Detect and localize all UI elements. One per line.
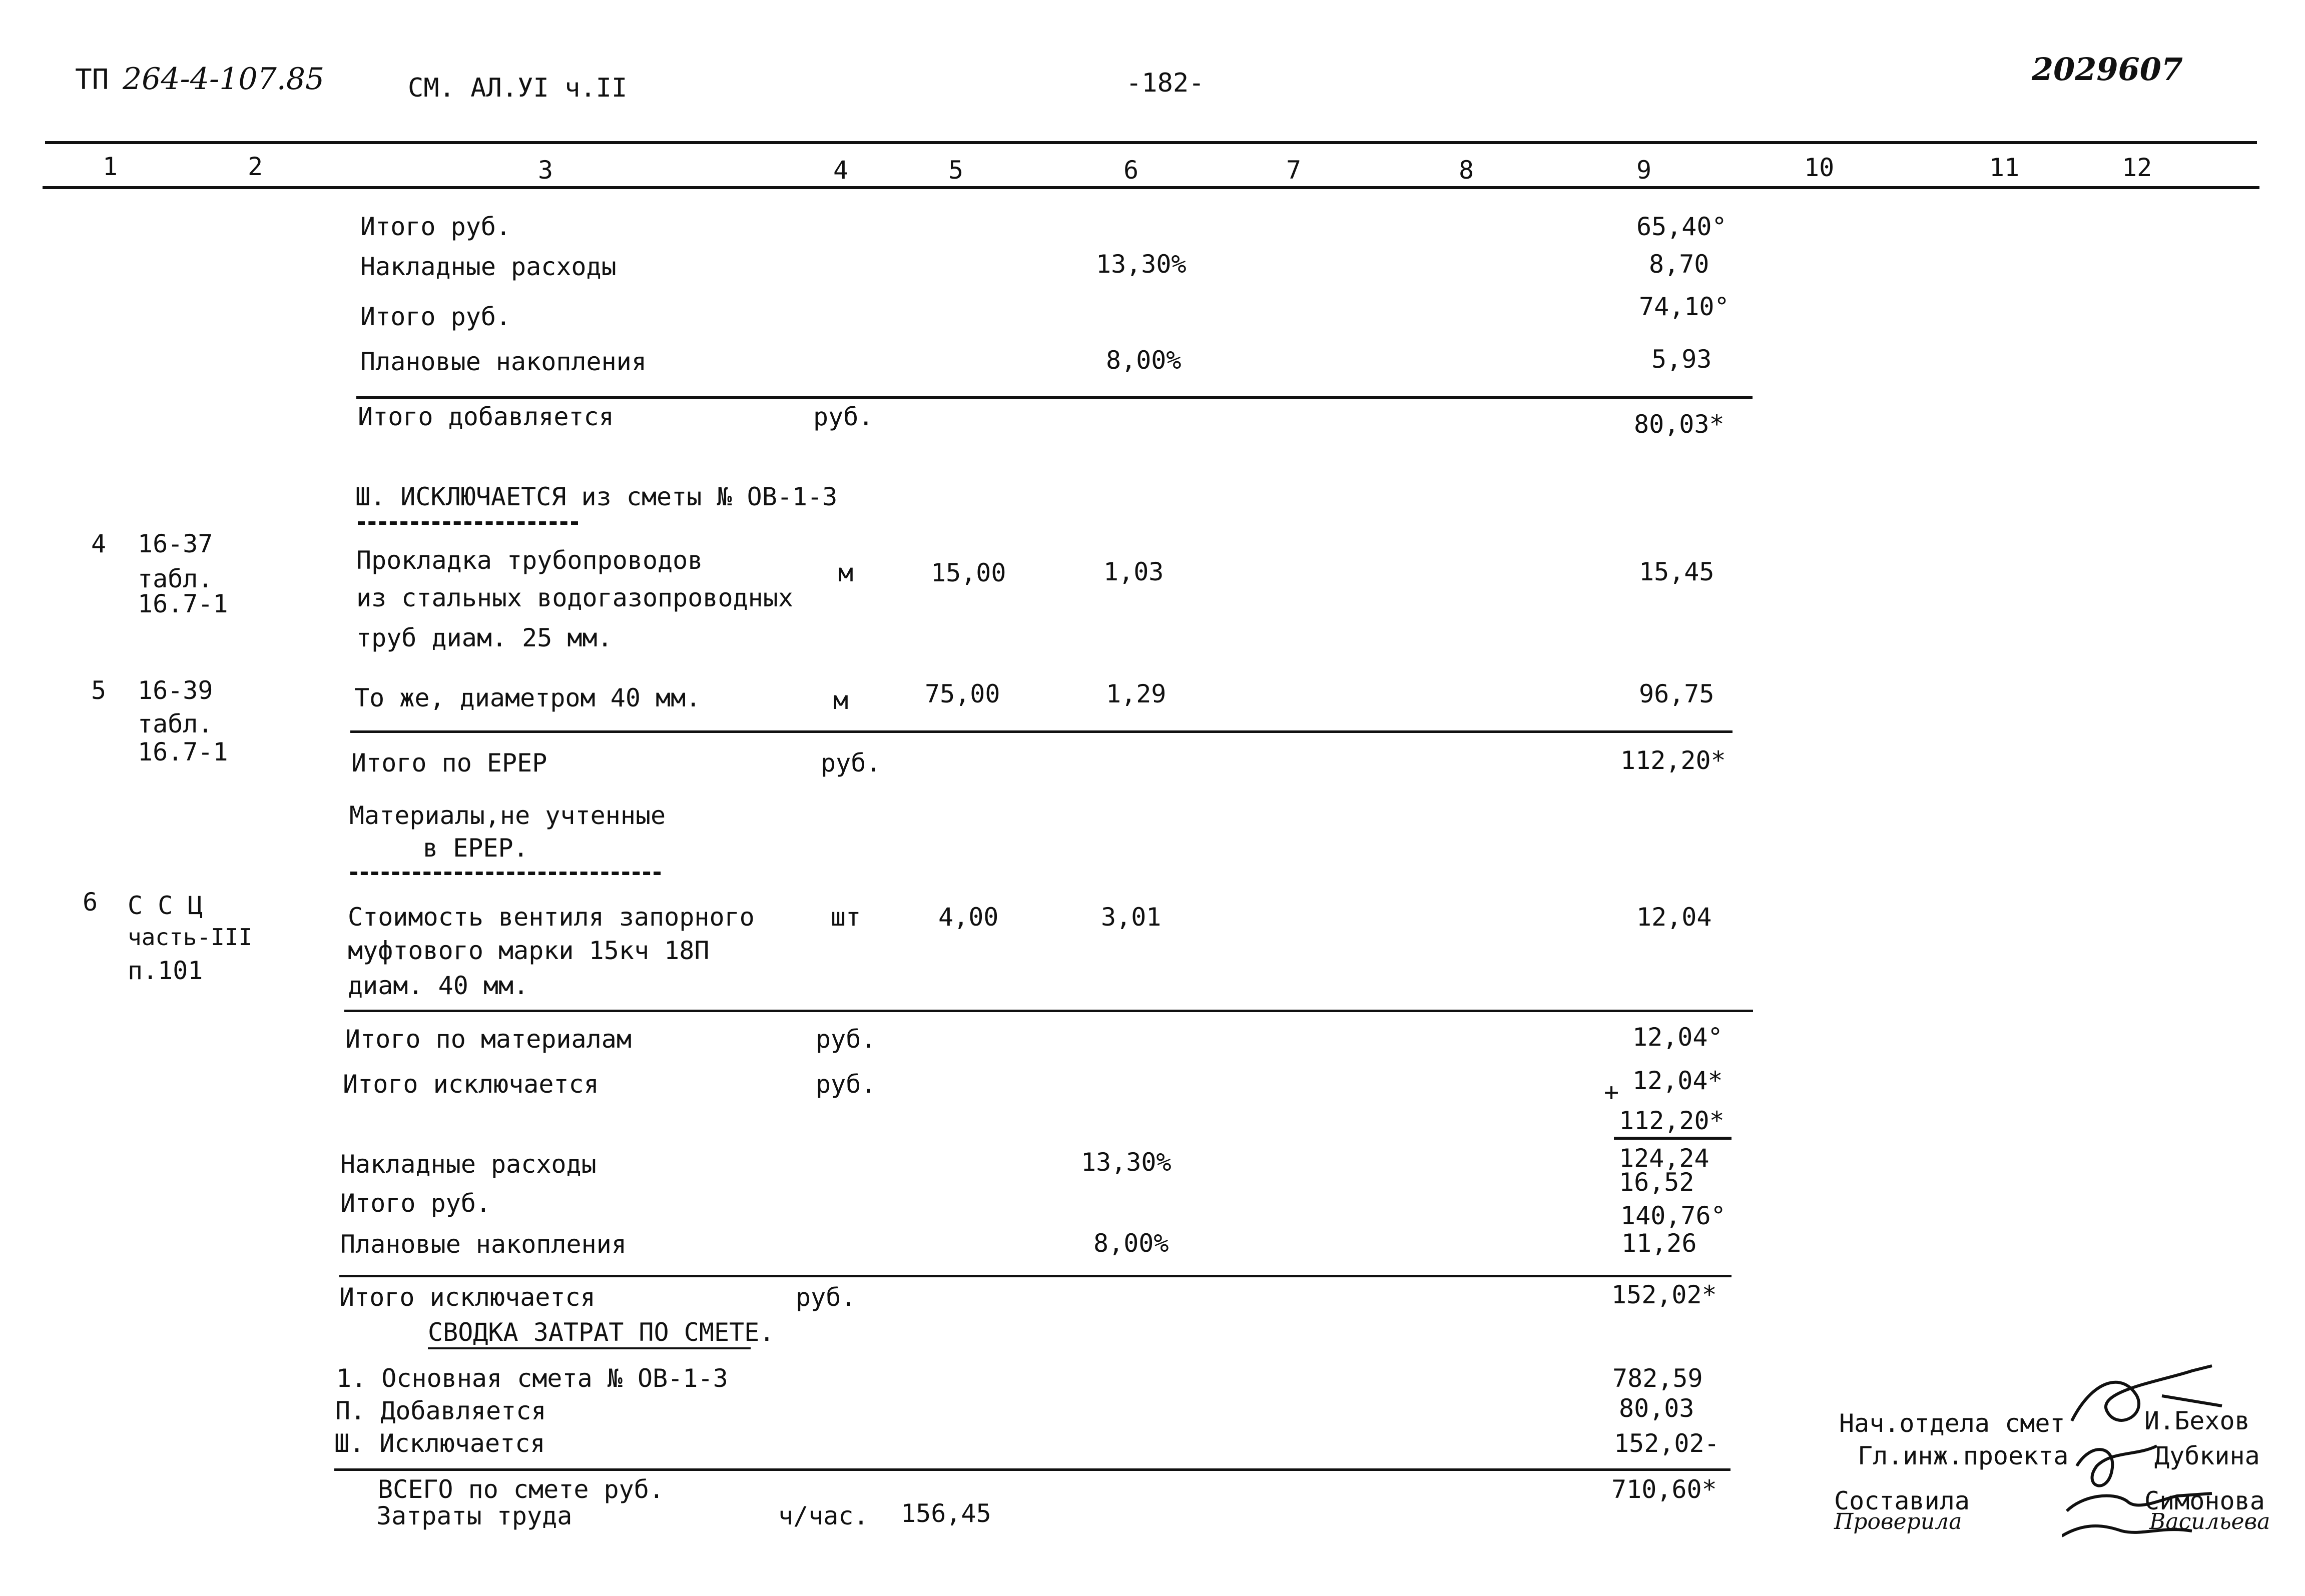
total-excluded-unit: руб.	[796, 1283, 856, 1312]
labor-value: 156,45	[901, 1499, 991, 1528]
item6-total: 12,04	[1636, 903, 1712, 932]
col-header-3: 3	[538, 156, 553, 185]
item4-code-3: 16.7-1	[138, 589, 228, 618]
col-header-6: 6	[1123, 156, 1139, 185]
compiled-label: Составила	[1834, 1486, 1970, 1515]
item6-code-3: п.101	[128, 956, 203, 985]
planned-value: 11,26	[1621, 1229, 1697, 1258]
item5-total: 96,75	[1639, 679, 1714, 708]
materials-total-rule	[344, 1010, 1753, 1012]
summary-row-1-value: 782,59	[1612, 1364, 1703, 1393]
item5-price: 1,29	[1106, 679, 1167, 708]
b1-planned-pct: 8,00%	[1106, 346, 1182, 375]
total-excluded-label: Итого исключается	[339, 1283, 596, 1312]
item6-no: 6	[83, 888, 98, 917]
item6-name-3: диам. 40 мм.	[348, 971, 529, 1000]
col-header-8: 8	[1459, 156, 1474, 185]
item4-no: 4	[91, 529, 107, 558]
item5-code-2: табл.	[138, 709, 213, 738]
item4-name-1: Прокладка трубопроводов	[356, 546, 703, 575]
grand-total-value: 710,60*	[1611, 1475, 1717, 1504]
materials-total-label: Итого по материалам	[345, 1025, 632, 1054]
b1-overhead-value: 8,70	[1649, 250, 1709, 279]
eerp-total-label: Итого по ЕРЕР	[351, 748, 547, 777]
sum-rule	[1614, 1137, 1732, 1140]
excluded-value: 12,04*	[1632, 1066, 1723, 1095]
chief-name: Дубкина	[2154, 1441, 2260, 1470]
item4-code-2: табл.	[138, 564, 213, 593]
archive-number: 2029607	[2032, 51, 2183, 88]
overhead-label: Накладные расходы	[340, 1150, 597, 1179]
planned-label: Плановые накопления	[340, 1230, 627, 1259]
eerp-total-value: 112,20*	[1620, 746, 1726, 775]
overhead-pct: 13,30%	[1081, 1148, 1172, 1177]
signatures-scribble	[2062, 1351, 2242, 1541]
checked-label: Проверила	[1834, 1509, 1962, 1534]
subtotal-value: 140,76°	[1620, 1201, 1726, 1230]
subtotal-label: Итого руб.	[340, 1189, 491, 1218]
plus-value: 112,20*	[1619, 1106, 1724, 1135]
item5-code-3: 16.7-1	[138, 737, 228, 766]
b1-planned-value: 5,93	[1651, 345, 1712, 374]
b1-added-value: 80,03*	[1634, 410, 1724, 439]
item6-code-1: С С Ц	[128, 891, 203, 920]
materials-total-unit: руб.	[816, 1025, 876, 1054]
b1-added-unit: руб.	[813, 402, 874, 431]
item5-code-1: 16-39	[138, 676, 213, 705]
summary-title: СВОДКА ЗАТРАТ ПО СМЕТЕ.	[428, 1318, 775, 1347]
page-number: -182-	[1126, 68, 1205, 98]
col-header-11: 11	[1989, 153, 2020, 182]
b1-planned-label: Плановые накопления	[360, 347, 647, 376]
item4-qty: 15,00	[931, 558, 1006, 587]
item4-name-2: из стальных водогазопроводных	[356, 583, 793, 612]
col-header-12: 12	[2122, 153, 2152, 182]
overhead-value: 16,52	[1619, 1168, 1694, 1197]
col-header-10: 10	[1804, 153, 1835, 182]
album-ref: СМ. АЛ.УI ч.II	[408, 73, 628, 103]
item4-code-1: 16-37	[138, 529, 213, 558]
col-header-4: 4	[833, 156, 849, 185]
section3-title: Ш. ИСКЛЮЧАЕТСЯ из сметы № ОВ-1-3	[355, 482, 838, 511]
doc-prefix: ТП	[75, 64, 109, 96]
b1-total-rule	[356, 396, 1753, 399]
sum-value: 124,24	[1619, 1144, 1709, 1173]
item5-no: 5	[91, 676, 107, 705]
col-header-7: 7	[1286, 156, 1302, 185]
head-label: Нач.отдела смет	[1839, 1409, 2065, 1438]
materials-title-1: Материалы,не учтенные	[349, 801, 666, 830]
head-name: И.Бехов	[2144, 1406, 2250, 1435]
b1-subtotal2-value: 74,10°	[1639, 292, 1730, 321]
materials-title-2: в ЕРЕР.	[423, 834, 528, 863]
planned-pct: 8,00%	[1093, 1229, 1169, 1258]
header-bottom-rule	[43, 186, 2259, 189]
item4-name-3: труб диам. 25 мм.	[356, 623, 613, 652]
summary-title-underline	[428, 1347, 751, 1349]
grand-total-label: ВСЕГО по смете руб.	[378, 1475, 664, 1504]
item6-name-2: муфтового марки 15кч 18П	[348, 936, 710, 965]
b1-added-label: Итого добавляется	[358, 402, 614, 431]
materials-total-value: 12,04°	[1632, 1023, 1723, 1052]
excluded-label: Итого исключается	[343, 1070, 599, 1099]
excluded-unit: руб.	[816, 1070, 876, 1099]
b1-subtotal2-label: Итого руб.	[360, 302, 511, 331]
col-header-2: 2	[248, 152, 263, 181]
labor-unit: ч/час.	[778, 1501, 869, 1530]
item5-name: То же, диаметром 40 мм.	[354, 683, 701, 712]
materials-dashed-underline	[350, 872, 661, 875]
item6-qty: 4,00	[938, 903, 999, 932]
summary-row-3-value: 152,02-	[1614, 1429, 1719, 1458]
total-excluded-rule	[339, 1275, 1732, 1277]
item6-code-2: часть-III	[128, 924, 253, 951]
eerp-total-unit: руб.	[821, 748, 881, 777]
summary-row-3-label: Ш. Исключается	[334, 1429, 545, 1458]
checked-name: Васильева	[2149, 1509, 2270, 1534]
item4-price: 1,03	[1103, 557, 1164, 586]
compiled-name: Симонова	[2144, 1486, 2265, 1515]
doc-number: 264-4-107.85	[123, 62, 325, 97]
b1-subtotal-value: 65,40°	[1636, 212, 1727, 241]
item5-unit: м	[833, 686, 849, 715]
b1-subtotal-label: Итого руб.	[360, 212, 511, 241]
item5-qty: 75,00	[925, 679, 1000, 708]
eerp-total-rule	[350, 730, 1733, 733]
labor-label: Затраты труда	[376, 1501, 572, 1530]
b1-overhead-pct: 13,30%	[1096, 250, 1187, 279]
col-header-9: 9	[1636, 156, 1652, 185]
summary-row-1-label: 1. Основная смета № ОВ-1-3	[336, 1364, 728, 1393]
summary-row-2-value: 80,03	[1619, 1394, 1694, 1423]
col-header-1: 1	[103, 152, 118, 181]
plus-sign: +	[1604, 1078, 1619, 1107]
item4-unit: м	[838, 558, 854, 587]
chief-label: Гл.инж.проекта	[1858, 1441, 2069, 1470]
item6-name-1: Стоимость вентиля запорного	[348, 903, 755, 932]
summary-row-2-label: П. Добавляется	[335, 1396, 546, 1425]
total-excluded-value: 152,02*	[1611, 1280, 1717, 1309]
header-top-rule	[45, 141, 2257, 144]
item6-unit: шт	[831, 903, 861, 932]
item4-total: 15,45	[1639, 557, 1714, 586]
col-header-5: 5	[948, 156, 964, 185]
item6-price: 3,01	[1101, 903, 1162, 932]
b1-overhead-label: Накладные расходы	[360, 252, 617, 281]
grand-total-rule	[334, 1468, 1731, 1471]
section3-dashed-underline	[358, 521, 578, 525]
